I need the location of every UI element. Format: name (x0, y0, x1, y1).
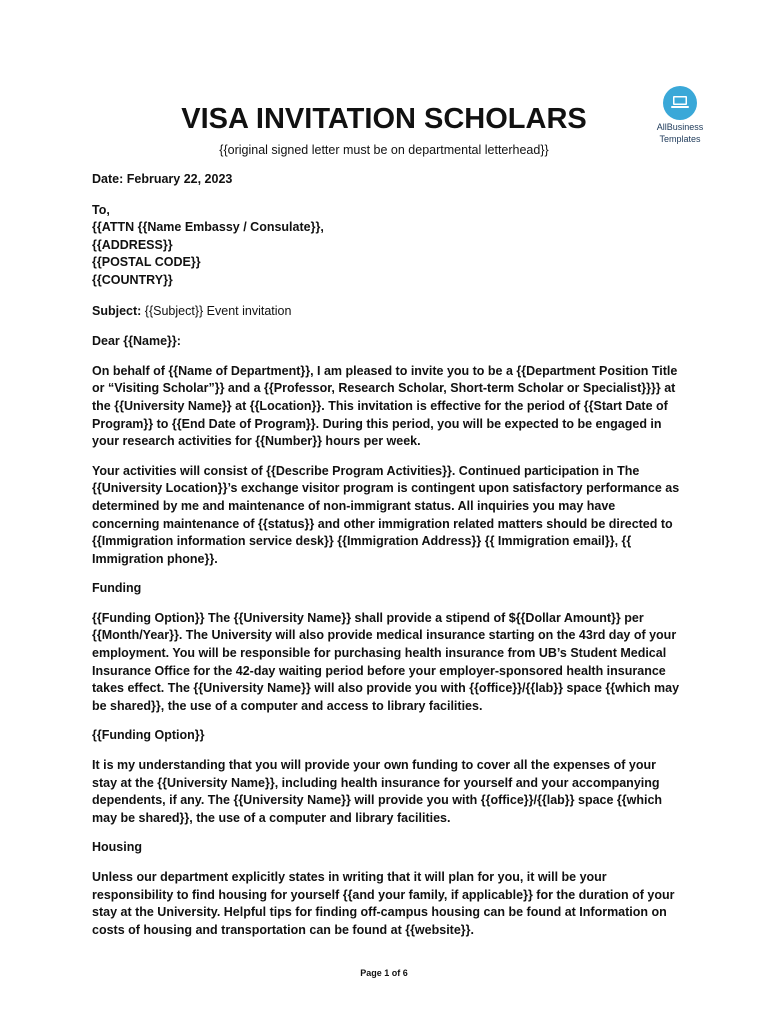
paragraph-intro: On behalf of {{Name of Department}}, I am pleased to invite you to be a {{Department Position Title or “Visiting Scholar”}} and a {{Professor, Research Scholar, Short-term Scholar or Specialist}}}} at the {{University Name}} at {{Location}}. This invitation is effective for the period of {{Start Date of Program}} to {{End Date of Program}}. During this period, you will be expected to be engaged in your research activities for {{Number}} hours per week. (92, 363, 678, 449)
address-to: To, (92, 202, 110, 217)
paragraph-own-funding: It is my understanding that you will provide your own funding to cover all the expenses of your stay at the {{University Name}}, including health insurance for yourself and your accompanying dependents, if any. The {{University Name}} will provide you with {{office}}/{{lab}} space {{which may be shared}}, the use of a computer and library facilities. (92, 758, 663, 825)
funding-option-label: {{Funding Option}} (92, 728, 205, 743)
address-line: {{ADDRESS}} (92, 237, 173, 252)
page-number: Page 1 of 6 (360, 968, 408, 978)
subject-label: Subject: (92, 303, 142, 318)
subject-line (92, 303, 682, 321)
letter-body (92, 171, 682, 939)
funding-heading: Funding (92, 581, 142, 596)
address-country: {{COUNTRY}} (92, 272, 173, 287)
housing-heading: Housing (92, 840, 142, 855)
address-postal: {{POSTAL CODE}} (92, 255, 201, 270)
address-attn: {{ATTN {{Name Embassy / Consulate}}, (92, 220, 324, 235)
paragraph-housing: Unless our department explicitly states in writing that it will plan for you, it will be your responsibility to find housing for yourself {{and your family, if applicable}} for the duration of your stay at the University. Helpful tips for finding off-campus housing can be found at Information on costs of housing and transportation can be found at {{website}}. (92, 870, 675, 937)
logo-text-line1: AllBusiness (656, 122, 704, 132)
date-line: Date: February 22, 2023 (92, 172, 233, 186)
paragraph-activities: Your activities will consist of {{Describe Program Activities}}. Continued participation in The {{University Location}}’s exchange visitor program is contingent upon satisfactory performance as determined by me and maintenance of non-immigrant status. All inquiries you may have concerning maintenance of {{status}} and other immigration related matters should be directed to {{Immigration information service desk}} {{Immigration Address}} {{ Immigration email}}, {{ Immigration phone}}. (92, 463, 680, 566)
subject-text: {{Subject}} Event invitation (141, 303, 292, 318)
paragraph-funding: {{Funding Option}} The {{University Name}} shall provide a stipend of ${{Dollar Amount}} per {{Month/Year}}. The University will also provide medical insurance starting on the 43rd day of your employment. You will be responsible for purchasing health insurance from UB’s Student Medical Insurance Office for the 42-day waiting period before your employer-sponsored health insurance takes effect. The {{University Name}} will also provide you with {{office}}/{{lab}} space {{which may be shared}}, the use of a computer and access to library facilities. (92, 610, 680, 713)
salutation: Dear {{Name}}: (92, 334, 181, 349)
logo-text-line2: Templates (659, 134, 701, 144)
document-title: VISA INVITATION SCHOLARS (181, 103, 587, 135)
document-subtitle: {{original signed letter must be on departmental letterhead}} (219, 143, 549, 157)
